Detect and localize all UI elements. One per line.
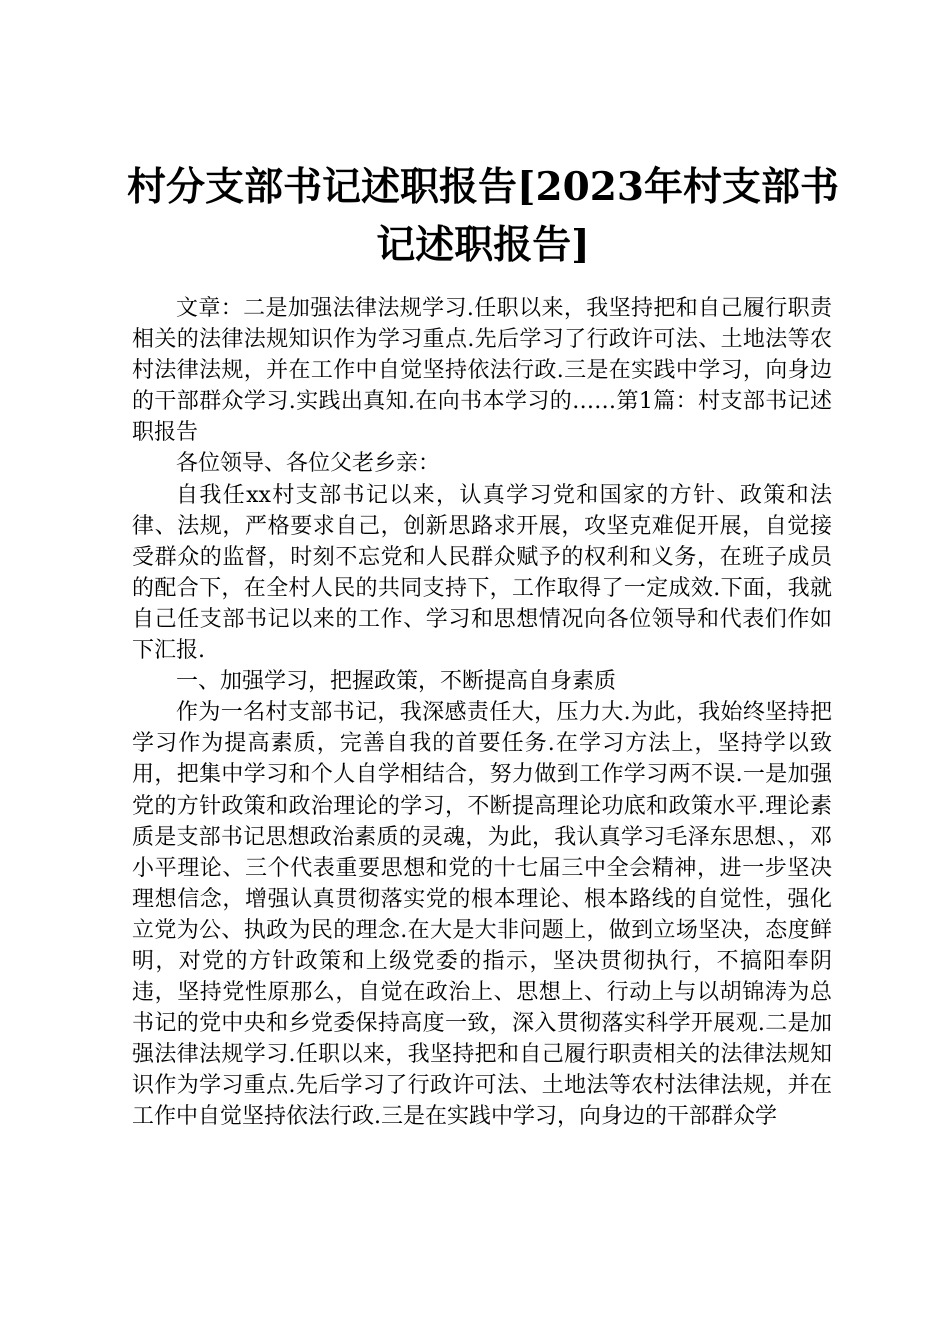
document-title: 村分支部书记述职报告[2023年村支部书记述职报告] bbox=[127, 164, 839, 268]
section-heading: 一、加强学习，把握政策，不断提高自身素质 bbox=[176, 669, 617, 695]
salutation-paragraph: 各位领导、各位父老乡亲： bbox=[176, 451, 441, 477]
body-paragraph: 作为一名村支部书记，我深感责任大，压力大.为此，我始终坚持把学习作为提高素质，完善自我的首要任务.在学习方法上，坚持学以致用，把集中学习和个人自学相结合，努力做到工作学习两不误.一是加强党的方针政策和政治理论的学习，不断提高理论功底和政策水平.理论素质是支部书记思想政治素质的灵魂，为此，我认真学习毛泽东思想、，邓小平理论、三个代表重要思想和党的十七届三中全会精神，进一步坚决理想信念，增强认真贯彻落实党的根本理论、根本路线的自觉性，强化立党为公、执政为民的理念.在大是大非问题上，做到立场坚决，态度鲜明，对党的方针政策和上级党委的指示，坚决贯彻执行，不搞阳奉阴违，坚持党性原那么，自觉在政治上、思想上、行动上与以胡锦涛为总书记的党中央和乡党委保持高度一致，深入贯彻落实科学开展观.二是加强法律法规学习.任职以来，我坚持把和自己履行职责相关的法律法规知识作为学习重点.先后学习了行政许可法、土地法等农村法律法规，并在工作中自觉坚持依法行政.三是在实践中学习，向身边的干部群众学 bbox=[132, 700, 832, 1130]
body-paragraph: 自我任xx村支部书记以来，认真学习党和国家的方针、政策和法律、法规，严格要求自己，创新思路求开展，攻坚克难促开展，自觉接受群众的监督，时刻不忘党和人民群众赋予的权利和义务，在班子成员的配合下，在全村人民的共同支持下，工作取得了一定成效.下面，我就自己任支部书记以来的工作、学习和思想情况向各位领导和代表们作如下汇报. bbox=[132, 482, 832, 664]
intro-paragraph: 文章：二是加强法律法规学习.任职以来，我坚持把和自己履行职责相关的法律法规知识作为学习重点.先后学习了行政许可法、土地法等农村法律法规，并在工作中自觉坚持依法行政.三是在实践中学习，向身边的干部群众学习.实践出真知.在向书本学习的……第1篇：村支部书记述职报告 bbox=[132, 296, 832, 446]
document-body bbox=[132, 293, 832, 1133]
